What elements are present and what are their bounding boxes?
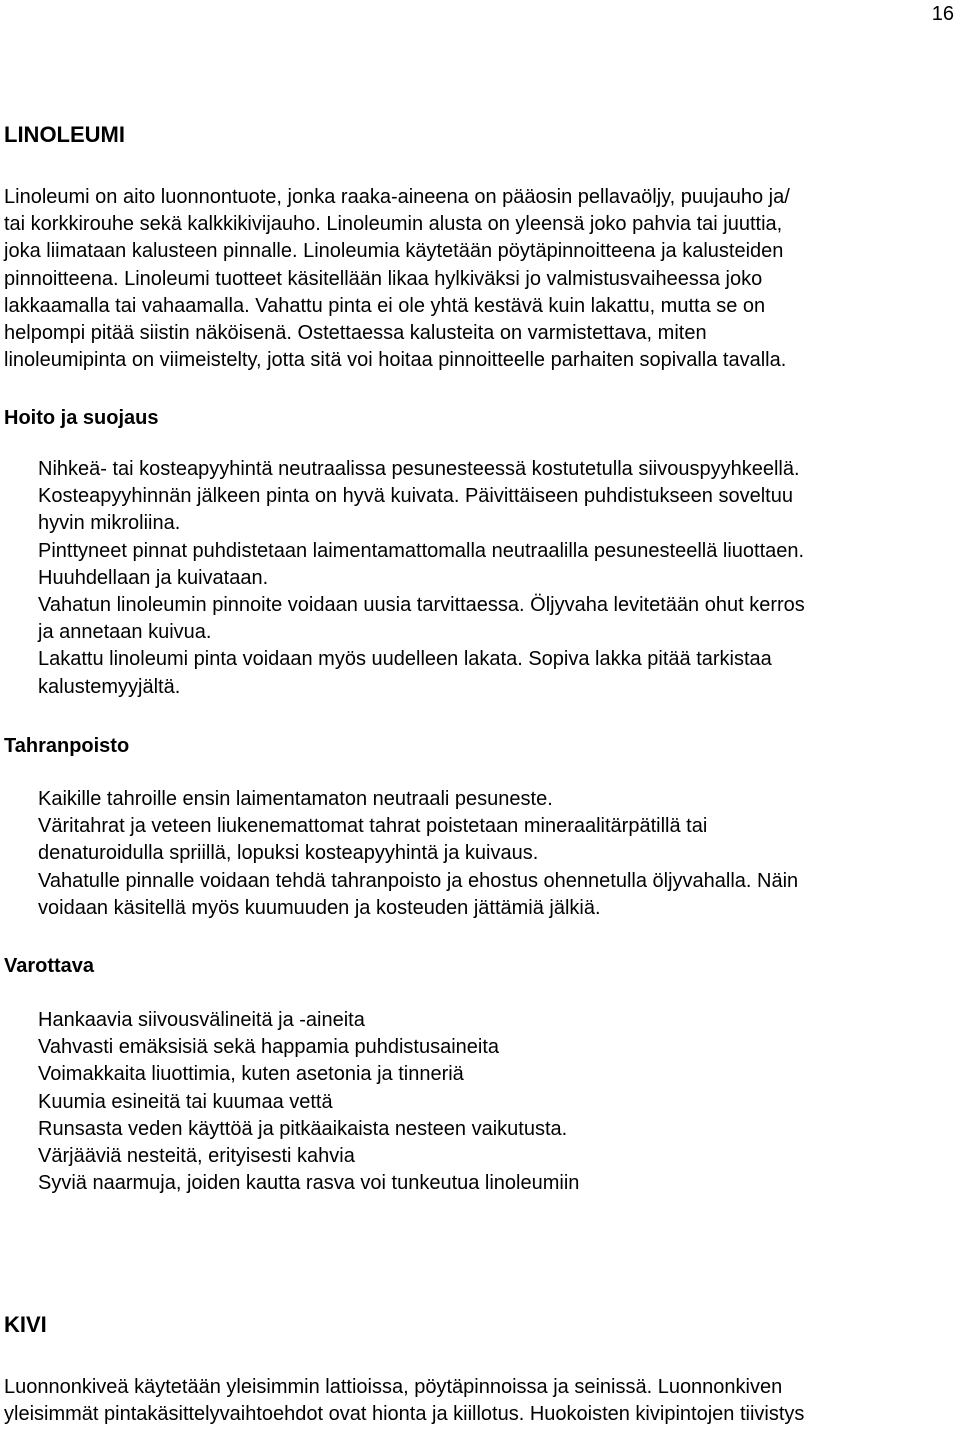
list-item: Vahvasti emäksisiä sekä happamia puhdistusaineita	[38, 1036, 500, 1059]
varottava-list	[38, 1007, 956, 1197]
subheading-tahranpoisto: Tahranpoisto	[4, 735, 130, 757]
section-heading-linoleumi: LINOLEUMI	[4, 122, 125, 147]
list-item: Pinttyneet pinnat puhdistetaan laimentamattomalla neutraalilla pesunesteellä liuottaen. Huuhdellaan ja kuivataan.	[38, 539, 805, 589]
section-heading-kivi: KIVI	[4, 1312, 47, 1337]
list-item: Runsasta veden käyttöä ja pitkäaikaista nesteen vaikutusta.	[38, 1117, 568, 1140]
list-item: Lakattu linoleumi pinta voidaan myös uudelleen lakata. Sopiva lakka pitää tarkistaa kalustemyyjältä.	[38, 648, 772, 698]
list-item: Vahatulle pinnalle voidaan tehdä tahranpoisto ja ehostus ohennetulla öljyvahalla. Näin voidaan käsitellä myös kuumuuden ja kosteuden jättämiä jälkiä.	[38, 869, 799, 919]
list-item: Hankaavia siivousvälineitä ja -aineita	[38, 1009, 365, 1031]
list-item: Syviä naarmuja, joiden kautta rasva voi tunkeutua linoleumiin	[38, 1172, 580, 1195]
subheading-varottava: Varottava	[4, 955, 95, 977]
list-item: Värjääviä nesteitä, erityisesti kahvia	[38, 1145, 355, 1168]
hoito-list	[38, 456, 956, 701]
page-number: 16	[931, 3, 954, 25]
linoleumi-intro-paragraph: Linoleumi on aito luonnontuote, jonka raaka-aineena on pääosin pellavaöljy, puujauho ja/ tai korkkirouhe sekä kalkkikivijauho. Linoleumin alusta on yleensä joko pahvia tai juuttia, joka liimataan kalusteen pinnalle. Linoleumia käytetään pöytäpinnoitteena ja kalusteiden pinnoitteena. Linoleumi tuotteet käsitellään likaa hylkiväksi jo valmistusvaiheessa joko lakkaamalla tai vahaamalla. Vahattu pinta ei ole yhtä kestävä kuin lakattu, mutta se on helpompi pitää siistin näköisenä. Ostettaessa kalusteita on varmistettava, miten linoleumipinta on viimeistelty, jotta sitä voi hoitaa pinnoitteelle parhaiten sopivalla tavalla.	[4, 186, 790, 372]
tahranpoisto-list	[38, 786, 956, 922]
list-item: Nihkeä- tai kosteapyyhintä neutraalissa pesunesteessä kostutetulla siivouspyyhkeellä. Kosteapyyhinnän jälkeen pinta on hyvä kuivata. Päivittäiseen puhdistukseen soveltuu hyvin mikroliina.	[38, 458, 800, 535]
kivi-intro-paragraph: Luonnonkiveä käytetään yleisimmin lattioissa, pöytäpinnoissa ja seinissä. Luonnonkiven yleisimmät pintakäsittelyvaihtoehdot ovat hionta ja kiillotus. Huokoisten kivipintojen tiivistys	[4, 1376, 805, 1426]
list-item: Kuumia esineitä tai kuumaa vettä	[38, 1090, 333, 1113]
list-item: Vahatun linoleumin pinnoite voidaan uusia tarvittaessa. Öljyvaha levitetään ohut kerros ja annetaan kuivua.	[38, 594, 805, 644]
subheading-hoito-ja-suojaus: Hoito ja suojaus	[4, 407, 159, 429]
list-item: Kaikille tahroille ensin laimentamaton neutraali pesuneste.	[38, 788, 553, 810]
list-item: Väritahrat ja veteen liukenemattomat tahrat poistetaan mineraalitärpätillä tai denaturoidulla spriillä, lopuksi kosteapyyhintä ja kuivaus.	[38, 815, 708, 865]
list-item: Voimakkaita liuottimia, kuten asetonia ja tinneriä	[38, 1063, 464, 1086]
